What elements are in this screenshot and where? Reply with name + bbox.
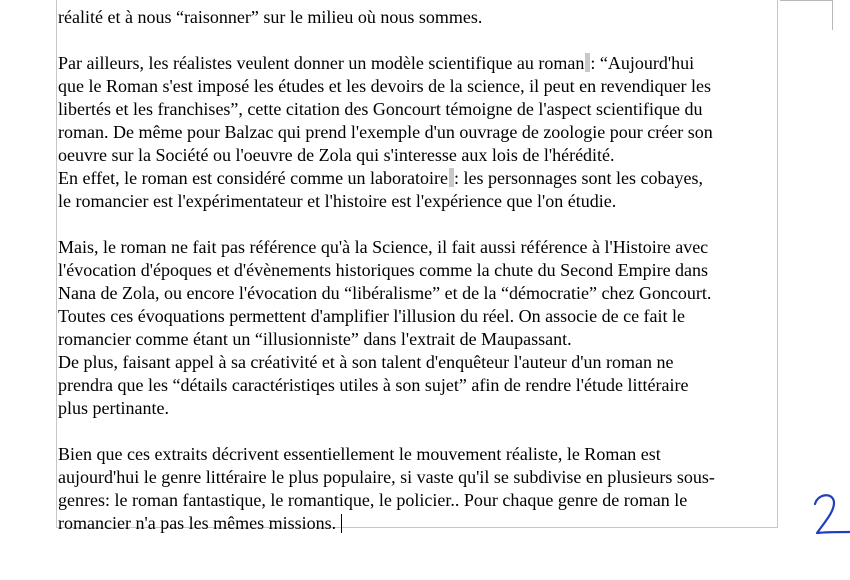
text-line: Toutes ces évoquations permettent d'amplifier l'illusion du réel. On associe de ce fait le: [58, 306, 686, 326]
text-line: [58, 512, 780, 535]
page-border-top: [780, 0, 832, 1]
handwritten-page-number: [812, 490, 850, 542]
text-cursor: [341, 514, 342, 533]
text-line: plus pertinante.: [58, 398, 169, 418]
text-line: Nana de Zola, ou encore l'évocation du “libéralisme” et de la “démocratie” chez Goncourt.: [58, 283, 712, 303]
text-run: romancier n'a pas les mêmes missions.: [58, 513, 337, 533]
text-line: prendra que les “détails caractéristiqes utiles à son sujet” afin de rendre l'étude littéraire: [58, 375, 689, 395]
text-line: aujourd'hui le genre littéraire le plus populaire, si vaste qu'il se subdivise en plusieurs sous-: [58, 467, 715, 487]
empty-line: [58, 213, 780, 236]
text-line: romancier comme étant un “illusionniste” dans l'extrait de Maupassant.: [58, 329, 572, 349]
text-line: roman. De même pour Balzac qui prend l'exemple d'un ouvrage de zoologie pour créer son: [58, 122, 713, 142]
empty-line: [58, 29, 780, 52]
text-line: réalité et à nous “raisonner” sur le milieu où nous sommes.: [58, 7, 483, 27]
document-body[interactable]: [58, 6, 780, 535]
text-run: : “Aujourd'hui: [590, 53, 695, 73]
text-line: l'évocation d'époques et d'évènements historiques comme la chute du Second Empire dans: [58, 260, 709, 280]
text-line: [58, 52, 780, 75]
text-line: oeuvre sur la Société ou l'oeuvre de Zola qui s'interesse aux lois de l'hérédité.: [58, 145, 615, 165]
text-line: que le Roman s'est imposé les études et les devoirs de la science, il peut en revendiquer les: [58, 76, 712, 96]
text-run: Par ailleurs, les réalistes veulent donner un modèle scientifique au roman: [58, 53, 585, 73]
empty-line: [58, 420, 780, 443]
text-line: Bien que ces extraits décrivent essentiellement le mouvement réaliste, le Roman est: [58, 444, 661, 464]
text-run: : les personnages sont les cobayes,: [454, 168, 703, 188]
text-line: genres: le roman fantastique, le romantique, le policier.. Pour chaque genre de roman le: [58, 490, 688, 510]
text-line: [58, 167, 780, 190]
text-line: le romancier est l'expérimentateur et l'histoire est l'expérience que l'on étudie.: [58, 191, 617, 211]
text-run: En effet, le roman est considéré comme un laboratoire: [58, 168, 449, 188]
page-border-right: [832, 0, 833, 30]
text-line: libertés et les franchises”, cette citation des Goncourt témoigne de l'aspect scientifique du: [58, 99, 703, 119]
text-line: Mais, le roman ne fait pas référence qu'à la Science, il fait aussi référence à l'Histoire avec: [58, 237, 709, 257]
text-line: De plus, faisant appel à sa créativité et à son talent d'enquêteur l'auteur d'un roman ne: [58, 352, 674, 372]
